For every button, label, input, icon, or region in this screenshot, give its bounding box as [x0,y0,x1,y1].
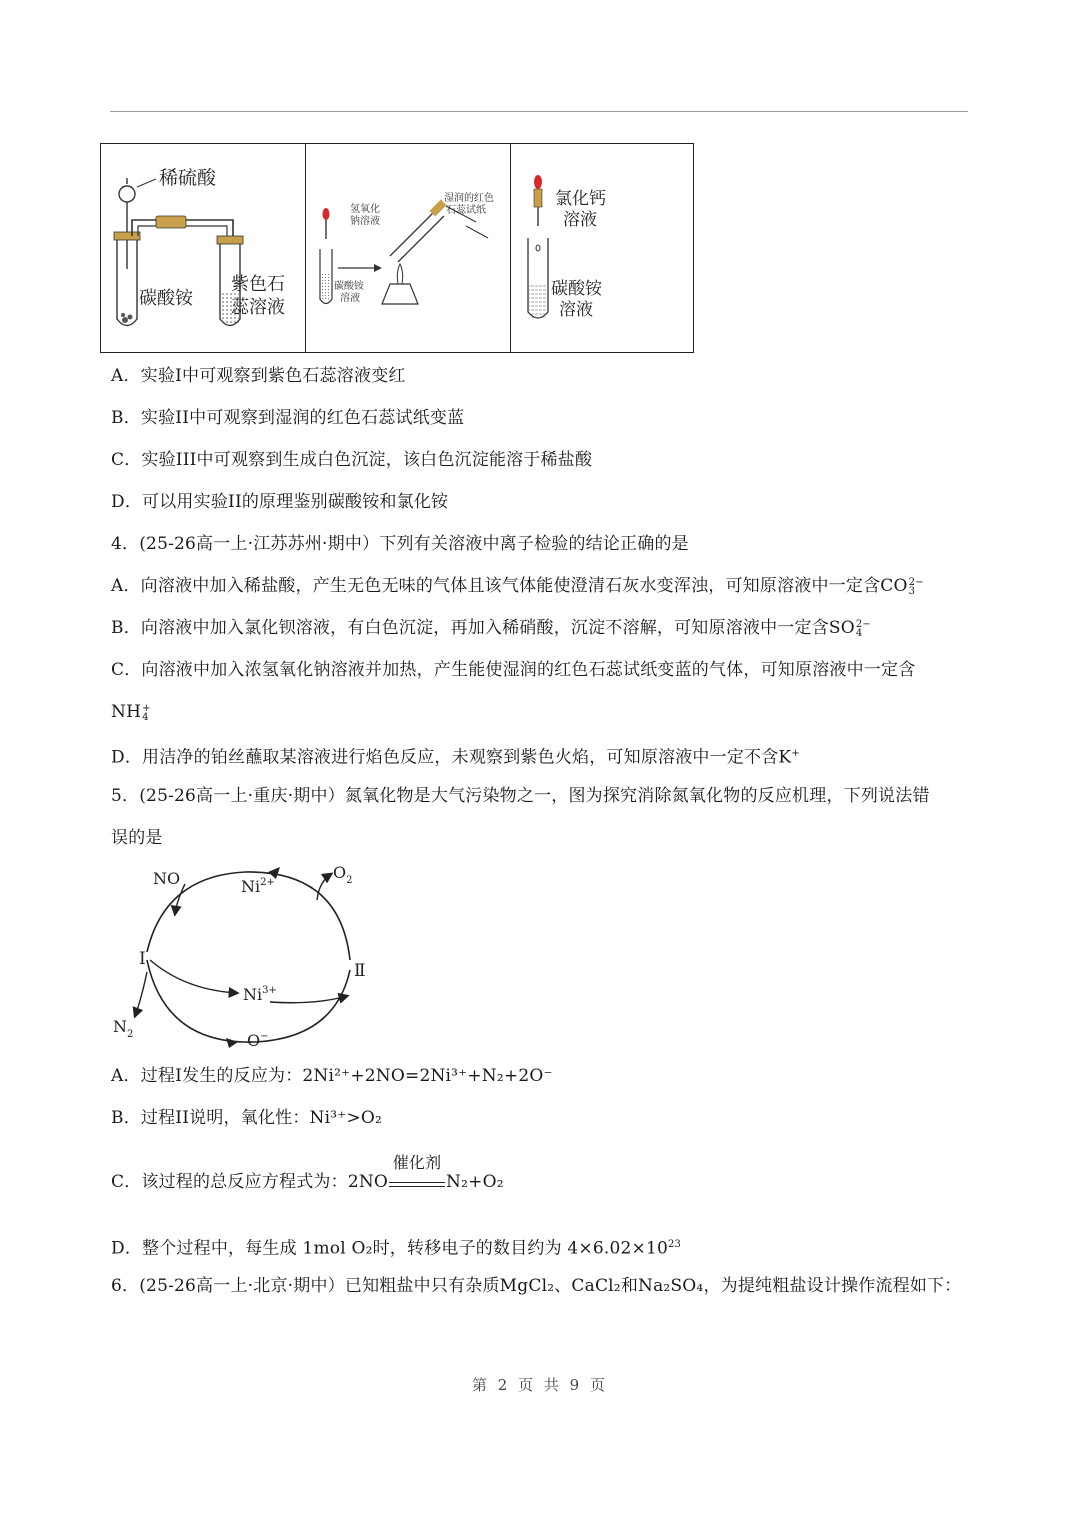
q6-prefix: 6．(25-26高一上·北京·期中）已知粗盐中只有杂质 [111,1276,500,1296]
ni3-charge: 3+ [262,985,277,996]
q5-a-equation: 2Ni²⁺+2NO=2Ni³⁺+N₂+2O⁻ [302,1066,553,1086]
label-naoh-1: 氢氧化 [350,204,380,215]
label-ammonium-carbonate: 碳酸铵 [139,288,193,309]
apparatus-1-drawing [101,144,306,351]
q4-c-ion [142,704,151,722]
q4-option-b [111,615,871,641]
o2-sub: 2 [346,875,353,886]
q4-c-charge: + [142,702,151,714]
q4-stem: 4．(25-26高一上·江苏苏州·期中）下列有关溶液中离子检验的结论正确的是 [111,534,689,554]
o2-symbol: O [333,863,347,882]
q5-stem-1: 5．(25-26高一上·重庆·期中）氮氧化物是大气污染物之一，图为探究消除氮氧化物的反应机理，下列说法错 [111,786,930,806]
label-paper-2: 石蕊试纸 [446,205,486,216]
n2-sub: 2 [127,1029,134,1040]
q4-option-a-ion [909,578,924,596]
o-minus-charge: − [260,1031,269,1042]
label-naoh-2: 钠溶液 [350,216,380,227]
nox-mechanism-diagram [105,860,375,1055]
q4-option-d-text: D．用洁净的铂丝蘸取某溶液进行焰色反应，未观察到紫色火焰，可知原溶液中一定不含K [111,747,792,768]
q5-b-equation: Ni³⁺>O₂ [309,1108,383,1128]
q6-impurities: MgCl₂、CaCl₂和Na₂SO₄ [499,1276,704,1296]
label-amm-carb3-2: 溶液 [559,300,593,320]
q5-d-text: D．整个过程中，每生成 1mol O₂时，转移电子的数目约为 4×6.02×10 [111,1238,668,1259]
q4-d-charge: + [791,748,800,759]
label-amm-carb-2: 溶液 [340,293,360,304]
q3-option-c: C．实验III中可观察到生成白色沉淀，该白色沉淀能溶于稀盐酸 [111,450,593,470]
q5-c-products: N₂+O₂ [446,1172,504,1192]
q4-b-sub: 4 [855,627,863,639]
catalyst-label: 催化剂 [392,1153,442,1172]
figure-panel-3 [511,144,695,352]
apparatus-2-drawing [306,144,511,351]
ni2-charge: 2+ [260,877,275,888]
label-o2 [333,863,353,886]
ni3-symbol: Ni [243,985,263,1004]
label-cacl2-2: 溶液 [563,210,597,230]
label-litmus-2: 蕊溶液 [231,297,285,318]
label-cacl2-1: 氯化钙 [555,189,606,209]
page-footer: 第 2 页 共 9 页 [472,1376,608,1394]
label-dilute-sulfuric-acid: 稀硫酸 [159,167,217,189]
label-no: NO [153,869,181,888]
ni2-symbol: Ni [241,877,261,896]
q6-stem [111,1273,961,1299]
label-ni3 [243,985,277,1004]
q5-option-c [111,1153,504,1195]
apparatus-3-drawing [511,144,695,351]
label-amm-carb3-1: 碳酸铵 [551,279,602,299]
q4-option-b-ion [856,620,871,638]
q3-option-b: B．实验II中可观察到湿润的红色石蕊试纸变蓝 [111,408,465,428]
q5-c-prefix: C．该过程的总反应方程式为： [111,1172,348,1192]
q4-a-sub: 3 [908,585,916,597]
q6-suffix: ，为提纯粗盐设计操作流程如下： [703,1276,962,1296]
figure-panel-1 [101,144,306,352]
label-ni2 [241,877,275,896]
q5-option-a [111,1063,553,1089]
q5-d-exponent: 23 [668,1239,682,1250]
q5-a-prefix: A．过程I发生的反应为： [111,1066,303,1086]
q4-option-d [111,741,800,771]
q4-option-c-line1: C．向溶液中加入浓氢氧化钠溶液并加热，产生能使湿润的红色石蕊试纸变蓝的气体，可知原溶液中一定含 [111,660,916,680]
figure-panel-2 [306,144,511,352]
q5-c-reactant: 2NO [347,1172,389,1192]
label-process-1: I [139,949,146,969]
label-process-2: Ⅱ [354,961,366,981]
q4-option-a-text: A．向溶液中加入稀盐酸，产生无色无味的气体且该气体能使澄清石灰水变浑浊，可知原溶液中一定含CO [111,576,908,596]
q5-option-d [111,1232,681,1262]
q3-option-a: A．实验I中可观察到紫色石蕊溶液变红 [111,366,406,386]
q4-option-b-text: B．向溶液中加入氯化钡溶液，有白色沉淀，再加入稀硝酸，沉淀不溶解，可知原溶液中一定含SO [111,618,855,638]
experiment-figure [100,143,694,353]
label-o-minus [247,1031,269,1050]
q5-stem-2: 误的是 [111,828,163,848]
o-minus-symbol: O [247,1031,261,1050]
q4-option-a [111,573,924,599]
q4-option-c-line2 [111,699,151,725]
label-n2 [113,1017,133,1040]
q5-b-prefix: B．过程II说明，氧化性： [111,1108,310,1128]
q5-option-b [111,1105,382,1131]
label-amm-carb-1: 碳酸铵 [334,281,364,292]
catalyst-equals-sign [389,1153,445,1187]
q4-a-charge: 2− [908,576,924,588]
q4-c-nh: NH [111,702,142,722]
label-paper-1: 湿润的红色 [444,193,494,204]
header-rule [110,111,968,112]
q4-b-charge: 2− [855,618,872,630]
label-litmus-1: 紫色石 [231,274,285,295]
q3-option-d: D．可以用实验II的原理鉴别碳酸铵和氯化铵 [111,492,449,512]
n2-symbol: N [113,1017,127,1036]
q4-c-sub: 4 [142,711,149,723]
